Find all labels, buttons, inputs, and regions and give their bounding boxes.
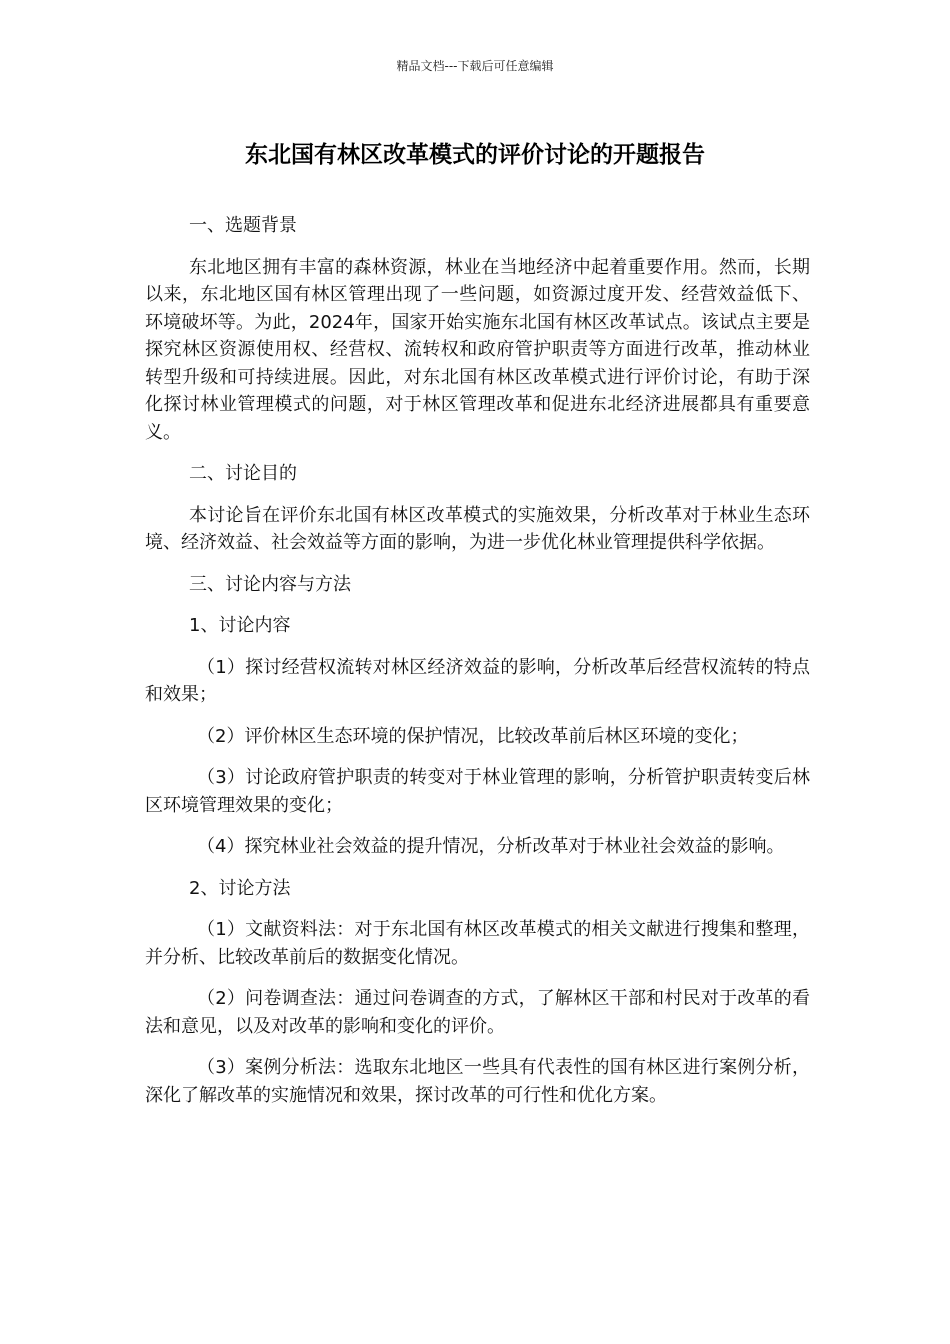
subsection-heading-content: 1、讨论内容 (189, 615, 291, 636)
document-body (145, 212, 810, 1123)
section-paragraph-purpose: 本讨论旨在评价东北国有林区改革模式的实施效果，分析改革对于林业生态环境、经济效益、社会效益等方面的影响，为进一步优化林业管理提供科学依据。 (145, 504, 810, 553)
list-item: （4）探究林业社会效益的提升情况，分析改革对于林业社会效益的影响。 (197, 836, 785, 857)
list-item: （1）探讨经营权流转对林区经济效益的影响，分析改革后经营权流转的特点和效果； (145, 656, 810, 705)
page-header: 精品文档---下载后可任意编辑 (396, 59, 554, 73)
section-heading-purpose: 二、讨论目的 (189, 463, 297, 484)
list-item: （3）讨论政府管护职责的转变对于林业管理的影响，分析管护职责转变后林区环境管理效果的变化； (145, 767, 810, 816)
list-item: （2）评价林区生态环境的保护情况，比较改革前后林区环境的变化； (197, 725, 749, 747)
list-item: （1）文献资料法：对于东北国有林区改革模式的相关文献进行搜集和整理，并分析、比较改革前后的数据变化情况。 (145, 919, 810, 968)
list-item: （2）问卷调查法：通过问卷调查的方式，了解林区干部和村民对于改革的看法和意见，以及对改革的影响和变化的评价。 (145, 988, 810, 1037)
list-item: （3）案例分析法：选取东北地区一些具有代表性的国有林区进行案例分析，深化了解改革的实施情况和效果，探讨改革的可行性和优化方案。 (145, 1057, 810, 1106)
section-paragraph-background: 东北地区拥有丰富的森林资源，林业在当地经济中起着重要作用。然而，长期以来，东北地区国有林区管理出现了一些问题，如资源过度开发、经营效益低下、环境破坏等。为此，2024年，国家开始实施东北国有林区改革试点。该试点主要是探究林区资源使用权、经营权、流转权和政府管护职责等方面进行改革，推动林业转型升级和可持续进展。因此，对东北国有林区改革模式进行评价讨论，有助于深化探讨林业管理模式的问题，对于林区管理改革和促进东北经济进展都具有重要意义。 (145, 256, 810, 443)
document-title: 东北国有林区改革模式的评价讨论的开题报告 (245, 142, 705, 168)
section-heading-content-method: 三、讨论内容与方法 (189, 573, 351, 595)
subsection-heading-method: 2、讨论方法 (189, 877, 291, 899)
section-heading-background: 一、选题背景 (189, 215, 297, 236)
